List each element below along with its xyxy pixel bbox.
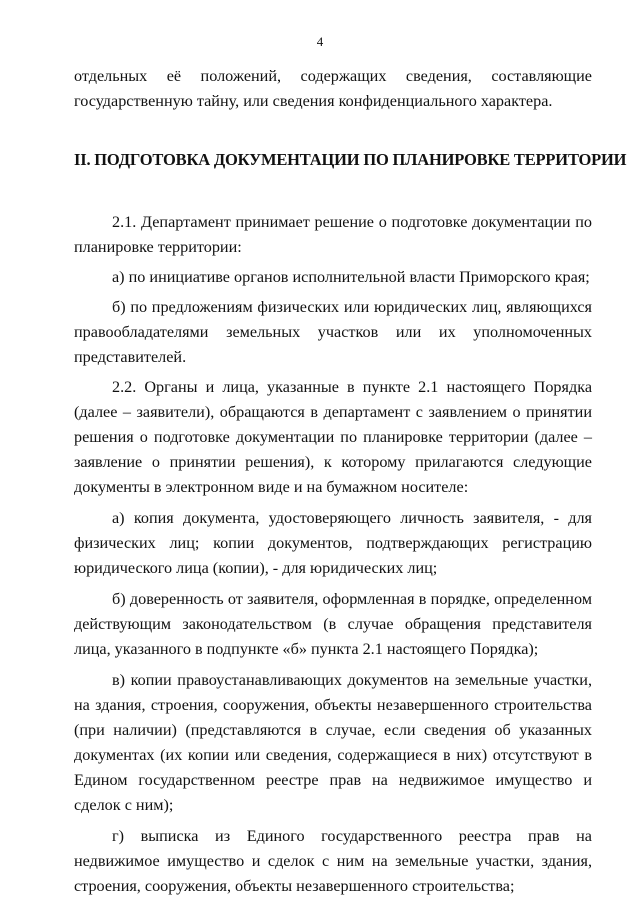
paragraph-2-1-a: а) по инициативе органов исполнительной власти Приморского края;: [112, 268, 590, 286]
paragraph-2-2-a: а) копия документа, удостоверяющего личность заявителя, - для физических лиц; копии документов, подтверждающих регистрацию юридического лица (копии), - для юридических лиц;: [74, 509, 592, 577]
paragraph-2-1: 2.1. Департамент принимает решение о подготовке документации по планировке территории:: [74, 213, 592, 256]
document-body: [74, 64, 627, 899]
paragraph-2-2-g: г) выписка из Единого государственного реестра прав на недвижимое имущество и сделок с ним на земельные участки, здания, строения, сооружения, объекты незавершенного строительства;: [74, 827, 592, 895]
paragraph-2-2-v: в) копии правоустанавливающих документов на земельные участки, на здания, строения, сооружения, объекты незавершенного строительства (при наличии) (представляются в случае, если сведения об указанных документах (их копии или сведения, содержащиеся в них) отсутствуют в Едином государственном реестре прав на недвижимое имущество и сделок с ним);: [74, 671, 592, 814]
section-heading: II. ПОДГОТОВКА ДОКУМЕНТАЦИИ ПО ПЛАНИРОВКЕ ТЕРРИТОРИИ: [74, 150, 627, 169]
paragraph-2-1-b: б) по предложениям физических или юридических лиц, являющихся правообладателями земельных участков или их уполномоченных представителей.: [74, 298, 592, 366]
continuation-paragraph: отдельных её положений, содержащих сведения, составляющие государственную тайну, или сведения конфиденциального характера.: [74, 67, 592, 110]
paragraph-2-2-b: б) доверенность от заявителя, оформленная в порядке, определенном действующим законодательством (в случае обращения представителя лица, указанного в подпункте «б» пункта 2.1 настоящего Порядка);: [74, 590, 592, 658]
page-number: 4: [316, 34, 324, 49]
paragraph-2-2: 2.2. Органы и лица, указанные в пункте 2.1 настоящего Порядка (далее – заявители), обращаются в департамент с заявлением о принятии решения о подготовке документации по планировке территории (далее – заявление о принятии решения), к которому прилагаются следующие документы в электронном виде и на бумажном носителе:: [74, 378, 592, 496]
